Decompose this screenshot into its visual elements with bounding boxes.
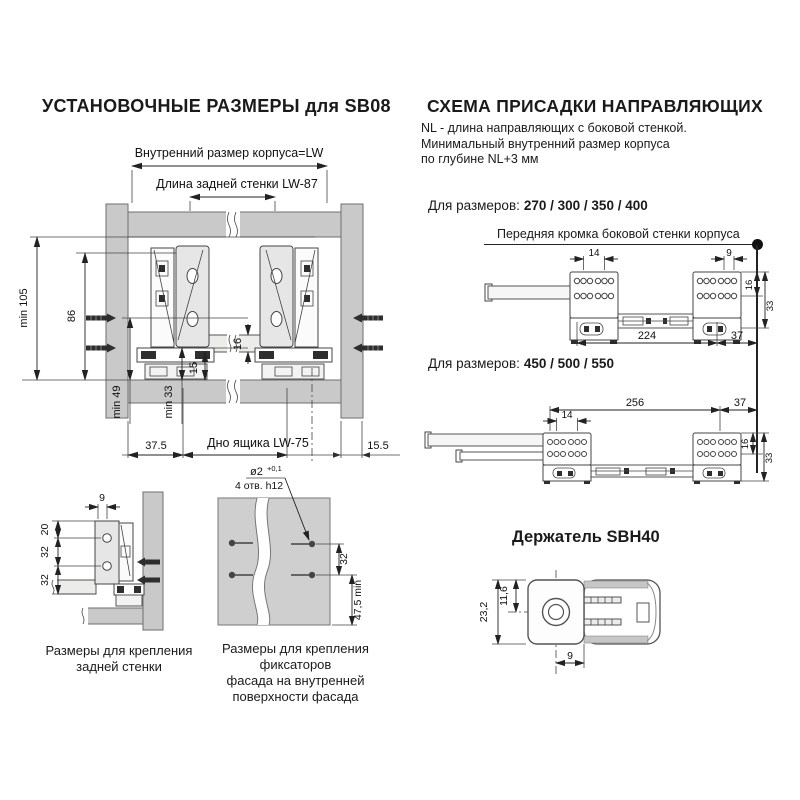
svg-text:15: 15 <box>188 361 200 375</box>
svg-text:Длина задней стенки LW-87: Длина задней стенки LW-87 <box>156 177 318 191</box>
svg-text:min 49: min 49 <box>111 385 123 419</box>
svg-text:15.5: 15.5 <box>367 440 389 452</box>
svg-text:37.5: 37.5 <box>145 440 167 452</box>
svg-text:33: 33 <box>764 452 775 464</box>
svg-text:47,5 min: 47,5 min <box>352 579 364 621</box>
svg-text:20: 20 <box>39 523 51 536</box>
svg-text:16: 16 <box>232 337 244 351</box>
sizes-label: Для размеров: <box>428 198 520 213</box>
caption-line: фасада на внутренней <box>226 673 365 688</box>
svg-text:32: 32 <box>338 553 350 565</box>
back-wall-caption <box>24 643 214 675</box>
back-plate-and-slide <box>95 521 144 606</box>
dim-11-6 <box>498 580 516 612</box>
svg-text:9: 9 <box>99 492 105 504</box>
svg-text:32: 32 <box>39 574 51 586</box>
svg-text:23,2: 23,2 <box>478 601 490 623</box>
svg-text:14: 14 <box>561 410 573 421</box>
dim-back-wall-length <box>156 177 318 211</box>
mounting-block-rear <box>543 433 591 484</box>
svg-text:14: 14 <box>588 248 600 259</box>
svg-text:32: 32 <box>39 546 51 558</box>
left-section-title: УСТАНОВОЧНЫЕ РАЗМЕРЫ для SB08 <box>42 96 391 116</box>
nl-note <box>421 121 687 168</box>
caption-line: задней стенки <box>76 659 162 674</box>
dim-47-5-min <box>332 575 364 625</box>
caption-line: Размеры для крепления фиксаторов <box>222 641 369 672</box>
dim-9 <box>85 492 120 519</box>
right-section-title: СХЕМА ПРИСАДКИ НАПРАВЛЯЮЩИХ <box>427 96 763 116</box>
mounting-block-front <box>693 433 741 484</box>
svg-text:min 105: min 105 <box>18 288 30 328</box>
sizes-group-1 <box>428 198 648 213</box>
note-line: по глубине NL+3 мм <box>421 152 539 166</box>
dim-heights <box>740 433 775 481</box>
svg-text:min 33: min 33 <box>163 385 175 419</box>
svg-text:224: 224 <box>637 330 657 342</box>
svg-text:37: 37 <box>730 330 744 342</box>
dim-9 <box>711 248 747 270</box>
sizes-values: 450 / 500 / 550 <box>523 356 614 371</box>
dim-9 <box>556 644 584 668</box>
facade-caption <box>188 641 403 705</box>
svg-text:Дно ящика LW-75: Дно ящика LW-75 <box>207 436 309 450</box>
svg-text:16: 16 <box>744 279 755 291</box>
svg-text:37: 37 <box>733 397 747 409</box>
bottom-shelf <box>80 606 143 626</box>
holder-body <box>528 580 660 644</box>
rail-drawing-large-sizes <box>420 388 800 493</box>
dim-256-37 <box>550 397 757 431</box>
dim-14 <box>570 248 618 270</box>
front-edge-label: Передняя кромка боковой стенки корпуса <box>497 227 740 241</box>
svg-text:86: 86 <box>66 309 78 323</box>
drawer-bottom <box>50 578 96 596</box>
svg-text:Внутренний размер корпуса=LW: Внутренний размер корпуса=LW <box>134 146 324 160</box>
holder-sbh40-drawing <box>470 556 695 706</box>
facade-panel <box>218 498 330 625</box>
rail-drawing-small-sizes <box>430 248 800 350</box>
back-wall-bar <box>128 210 341 239</box>
svg-text:+0,1: +0,1 <box>267 464 282 473</box>
svg-text:9: 9 <box>726 248 732 259</box>
facade-fixators-drawing <box>193 462 403 662</box>
svg-text:ø2: ø2 <box>250 466 263 478</box>
sizes-label: Для размеров: <box>428 356 520 371</box>
svg-text:33: 33 <box>765 300 776 312</box>
svg-text:4 отв. h12: 4 отв. h12 <box>235 480 284 492</box>
drawer-slide-profile <box>137 246 214 379</box>
installation-cross-section-drawing <box>0 140 410 475</box>
holder-title: Держатель SBH40 <box>512 528 660 546</box>
dim-heights <box>741 272 776 328</box>
svg-text:16: 16 <box>740 438 751 450</box>
dim-inner-width <box>132 146 327 203</box>
note-line: Минимальный внутренний размер корпуса <box>421 136 670 151</box>
sizes-group-2 <box>428 356 614 371</box>
sizes-values: 270 / 300 / 350 / 400 <box>523 198 648 213</box>
front-edge-underline <box>484 244 758 245</box>
svg-text:9: 9 <box>567 650 573 662</box>
caption-line: поверхности фасада <box>232 689 359 704</box>
svg-text:11,6: 11,6 <box>498 586 510 606</box>
caption-line: Размеры для крепления <box>45 643 193 658</box>
svg-text:256: 256 <box>625 397 645 409</box>
note-line: NL - длина направляющих с боковой стенкой. <box>421 121 687 135</box>
bottom-shelf-bar <box>128 378 341 405</box>
